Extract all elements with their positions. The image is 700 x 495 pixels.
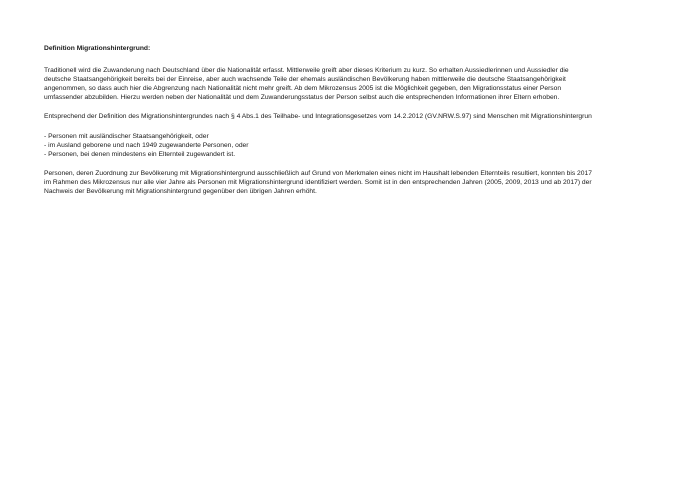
paragraph-note	[44, 169, 664, 196]
paragraph-definition	[44, 112, 664, 121]
document-heading: Definition Migrationshintergrund:	[44, 45, 151, 52]
document-page	[44, 44, 664, 206]
paragraph-line: umfassender abzubilden. Hierzu werden neben der Nationalität und dem Zuwanderungsstatus der Person selbst auch die entsprechenden Informationen ihrer Eltern erhoben.	[44, 94, 560, 102]
paragraph-line: Entsprechend der Definition des Migrationshintergrundes nach § 4 Abs.1 des Teilhabe- und Integrationsgesetzes vom 14.2.2012 (GV.NRW.S.97) sind Menschen mit Migrationshintergrun	[44, 113, 592, 121]
paragraph-line: deutsche Staatsangehörigkeit bereits bei der Einreise, aber auch wachsende Teile der ehemals ausländischen Bevölkerung haben mittlerweile die deutsche Staatsangehörigkeit	[44, 76, 566, 84]
definition-list	[44, 132, 664, 159]
paragraph-line: Nachweis der Bevölkerung mit Migrationshintergrund gegenüber den übrigen Jahren erhöht.	[44, 188, 317, 196]
paragraph-line: angenommen, so dass auch hier die Abgrenzung nach Nationalität nicht mehr greift. Ab dem Mikrozensus 2005 ist die Möglichkeit gegeben, den Migrationsstatus einer Person	[44, 85, 562, 93]
list-item: - im Ausland geborene und nach 1949 zugewanderte Personen, oder	[44, 141, 249, 149]
paragraph-intro	[44, 66, 664, 102]
paragraph-line: im Rahmen des Mikrozensus nur alle vier Jahre als Personen mit Migrationshintergrund identifiziert werden. Somit ist in den entsprechenden Jahren (2005, 2009, 2013 und ab 2017) der	[44, 178, 592, 186]
list-item: - Personen mit ausländischer Staatsangehörigkeit, oder	[44, 132, 209, 140]
paragraph-line: Traditionell wird die Zuwanderung nach Deutschland über die Nationalität erfasst. Mittlerweile greift aber dieses Kriterium zu kurz. So erhalten Aussiedlerinnen und Aussiedler die	[44, 67, 569, 75]
paragraph-line: Personen, deren Zuordnung zur Bevölkerung mit Migrationshintergrund ausschließlich auf Grund von Merkmalen eines nicht im Haushalt lebenden Elternteils resultiert, konnten bis 2017	[44, 169, 592, 177]
list-item: - Personen, bei denen mindestens ein Elternteil zugewandert ist.	[44, 150, 236, 158]
